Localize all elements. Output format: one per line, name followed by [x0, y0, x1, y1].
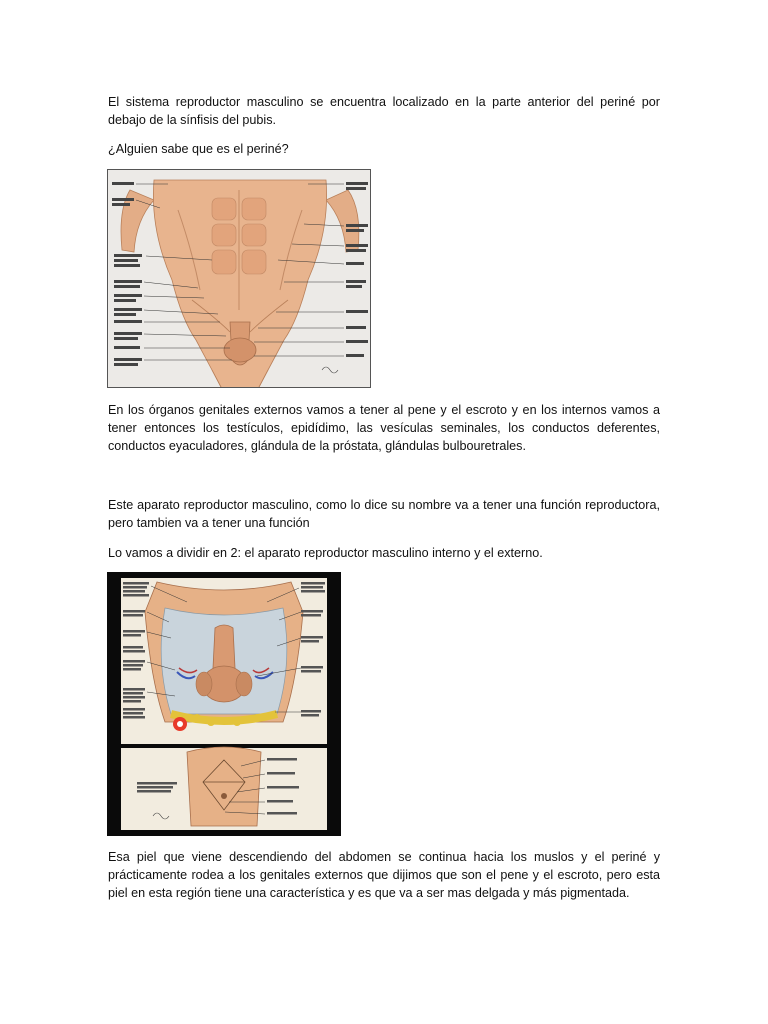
- anatomy-illustration-torso: [107, 169, 371, 388]
- paragraph-function: Este aparato reproductor masculino, como lo dice su nombre va a tener una función reproductora, pero tambien va a tener una función: [108, 498, 660, 530]
- perineum-drawing: [107, 572, 341, 836]
- torso-drawing: [108, 170, 371, 388]
- paragraph-question: ¿Alguien sabe que es el periné?: [108, 142, 289, 156]
- anatomy-illustration-perineum: [107, 572, 341, 836]
- paragraph-skin: Esa piel que viene descendiendo del abdomen se continua hacia los muslos y el periné y prácticamente rodea a los genitales externos que dijimos que son el pene y el escroto, pero esta piel en esta región tiene una característica y es que va a ser mas delgada y más pigmentada.: [108, 850, 660, 900]
- paragraph-organs: En los órganos genitales externos vamos a tener al pene y el escroto y en los internos vamos a tener entonces los testículos, epidídimo, las vesículas seminales, los conductos deferentes, conductos eyaculadores, glándula de la próstata, glándulas bulbouretrales.: [108, 403, 660, 453]
- paragraph-intro: El sistema reproductor masculino se encuentra localizado en la parte anterior del periné por debajo de la sínfisis del pubis.: [108, 95, 660, 127]
- paragraph-division: Lo vamos a dividir en 2: el aparato reproductor masculino interno y el externo.: [108, 546, 543, 560]
